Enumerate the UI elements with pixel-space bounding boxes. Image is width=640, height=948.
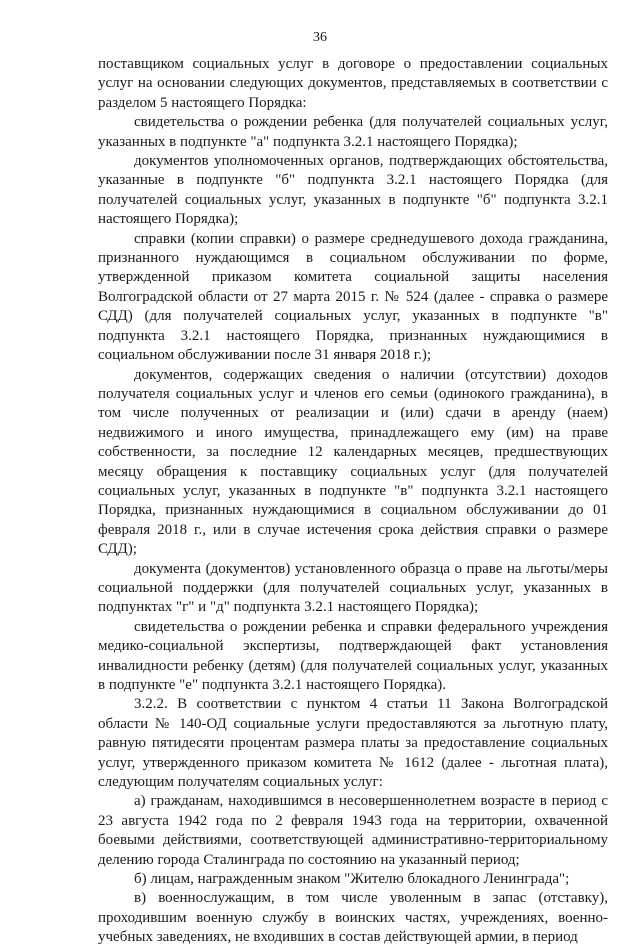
paragraph: свидетельства о рождении ребенка и справки федерального учреждения медико-социальной экспертизы, подтверждающей факт установления инвалидности ребенку (детям) (для получателей социальных услуг, указанных в подпункте "е" подпункта 3.2.1 настоящего Порядка). [98, 618, 608, 693]
paragraph: в) военнослужащим, в том числе уволенным в запас (отставку), проходившим военную службу в воинских частях, учреждениях, военно-учебных заведениях, не входивших в состав действующей армии, в период [98, 890, 608, 946]
paragraph: документа (документов) установленного образца о праве на льготы/меры социальной поддержки (для получателей социальных услуг, указанных в подпунктах "г" и "д" подпункта 3.2.1 настоящего Порядка); [98, 560, 608, 616]
paragraph: документов уполномоченных органов, подтверждающих обстоятельства, указанные в подпункте "б" подпункта 3.2.1 настоящего Порядка (для получателей социальных услуг, указанных в подпункте "б" подпункта 3.2.1 настоящего Порядка); [98, 153, 608, 228]
paragraph: поставщиком социальных услуг в договоре о предоставлении социальных услуг на основании следующих документов, представляемых в соответствии с разделом 5 настоящего Порядка: [98, 56, 608, 111]
paragraph: а) гражданам, находившимся в несовершеннолетнем возрасте в период с 23 августа 1942 года по 2 февраля 1943 года на территории, охваченной боевыми действиями, соответствующей административно-территориальному делению города Сталинграда по состоянию на указанный период; [98, 793, 608, 868]
paragraph: свидетельства о рождении ребенка (для получателей социальных услуг, указанных в подпункте "а" подпункта 3.2.1 настоящего Порядка); [98, 114, 608, 150]
paragraph: б) лицам, награжденным знаком "Жителю блокадного Ленинграда"; [134, 871, 570, 888]
document-body [98, 55, 608, 948]
paragraph: документов, содержащих сведения о наличии (отсутствии) доходов получателя социальных услуг и членов его семьи (одинокого гражданина), в том числе полученных от реализации и (или) сдачи в аренду (наем) недвижимого и иного имущества, принадлежащего ему (им) на праве собственности, за последние 12 календарных месяцев, предшествующих месяцу обращения к поставщику социальных услуг (для получателей социальных услуг, указанных в подпункте "в" подпункта 3.2.1 настоящего Порядка, признанных нуждающимися в социальном обслуживании до 01 февраля 2018 г., или в случае истечения срока действия справки о размере СДД); [98, 366, 608, 558]
page-number: 36 [313, 30, 327, 45]
paragraph: справки (копии справки) о размере среднедушевого дохода гражданина, признанного нуждающимся в социальном обслуживании по форме, утвержденной приказом комитета социальной защиты населения Волгоградской области от 27 марта 2015 г. № 524 (далее - справка о размере СДД) (для получателей социальных услуг, указанных в подпункте "в" подпункта 3.2.1 настоящего Порядка, признанных нуждающимися в социальном обслуживании после 31 января 2018 г.); [98, 230, 608, 364]
paragraph: 3.2.2. В соответствии с пунктом 4 статьи 11 Закона Волгоградской области № 140-ОД социальные услуги предоставляются за льготную плату, равную пятидесяти процентам размера платы за предоставление социальных услуг, утвержденного приказом комитета № 1612 (далее - льготная плата), следующим получателям социальных услуг: [98, 696, 608, 791]
